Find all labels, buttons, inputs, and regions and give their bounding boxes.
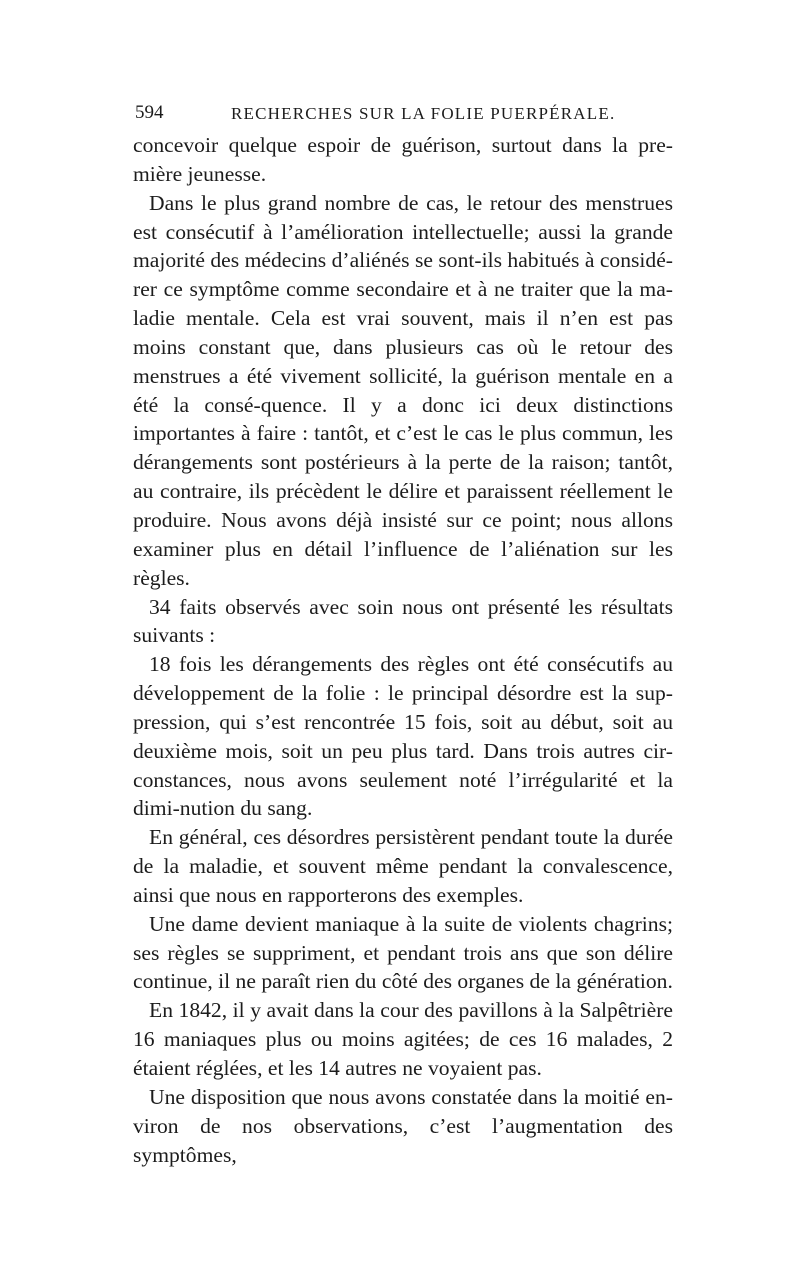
body-text <box>133 131 673 1169</box>
paragraph: En 1842, il y avait dans la cour des pavillons à la Salpêtrière 16 maniaques plus ou moins agitées; de ces 16 malades, 2 étaient réglées, et les 14 autres ne voyaient pas. <box>133 998 673 1080</box>
running-head <box>133 98 673 130</box>
paragraph: Dans le plus grand nombre de cas, le retour des menstrues est consécutif à l’amélioration intellectuelle; aussi la grande majorité des médecins d’aliénés se sont-ils habitués à considé-rer ce symptôme comme secondaire et à ne traiter que la ma-ladie mentale. Cela est vrai souvent, mais il n’en est pas moins constant que, dans plusieurs cas où le retour des menstrues a été vivement sollicité, la guérison mentale en a été la consé-quence. Il y a donc ici deux distinctions importantes à faire : tantôt, et c’est le cas le plus commun, les dérangements sont postérieurs à la perte de la raison; tantôt, au contraire, ils précèdent le délire et paraissent réellement le produire. Nous avons déjà insisté sur ce point; nous allons examiner plus en détail l’influence de l’aliénation sur les règles. <box>133 190 673 590</box>
paragraph: concevoir quelque espoir de guérison, surtout dans la pre-mière jeunesse. <box>133 133 673 186</box>
running-title: RECHERCHES SUR LA FOLIE PUERPÉRALE. <box>231 104 616 123</box>
paragraph: Une disposition que nous avons constatée dans la moitié en-viron de nos observations, c’est l’augmentation des symptômes, <box>133 1084 673 1167</box>
page-number: 594 <box>135 102 164 123</box>
paragraph: 34 faits observés avec soin nous ont présenté les résultats suivants : <box>133 594 673 648</box>
paragraph: Une dame devient maniaque à la suite de violents chagrins; ses règles se suppriment, et pendant trois ans que son délire continue, il ne paraît rien du côté des organes de la génération. <box>133 911 673 994</box>
paragraph: En général, ces désordres persistèrent pendant toute la durée de la maladie, et souvent même pendant la convalescence, ainsi que nous en rapporterons des exemples. <box>133 825 673 907</box>
paragraph: 18 fois les dérangements des règles ont été consécutifs au développement de la folie : le principal désordre est la sup-pression, qui s’est rencontrée 15 fois, soit au début, soit au deuxième mois, soit un peu plus tard. Dans trois autres cir-constances, nous avons seulement noté l’irrégularité et la dimi-nution du sang. <box>133 652 673 821</box>
